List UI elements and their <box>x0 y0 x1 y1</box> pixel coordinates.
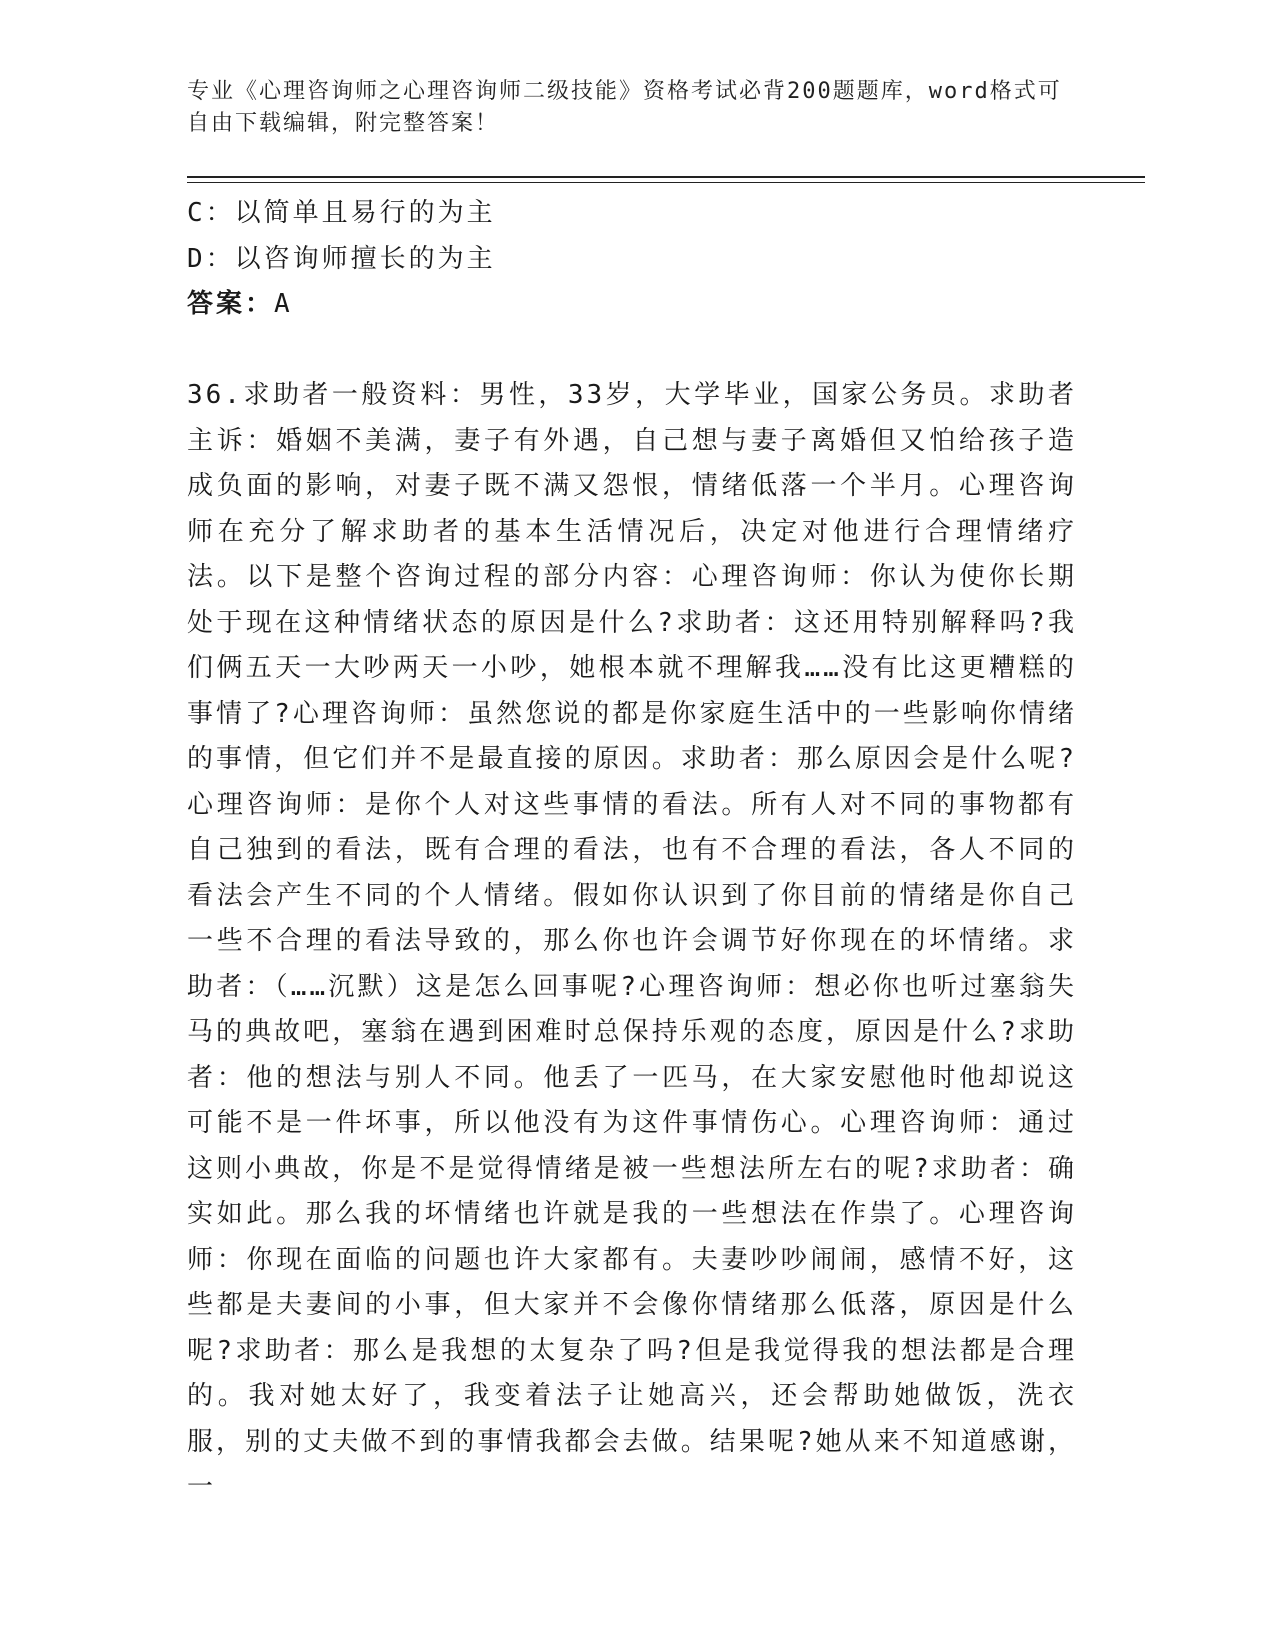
question-36-text: 36.求助者一般资料：男性，33岁，大学毕业，国家公务员。求助者主诉：婚姻不美满，妻子有外遇，自己想与妻子离婚但又怕给孩子造成负面的影响，对妻子既不满又怨恨，情绪低落一个半月。心理咨询师在充分了解求助者的基本生活情况后，决定对他进行合理情绪疗法。以下是整个咨询过程的部分内容：心理咨询师：你认为使你长期处于现在这种情绪状态的原因是什么?求助者：这还用特别解释吗?我们俩五天一大吵两天一小吵，她根本就不理解我……没有比这更糟糕的事情了?心理咨询师：虽然您说的都是你家庭生活中的一些影响你情绪的事情，但它们并不是最直接的原因。求助者：那么原因会是什么呢?心理咨询师：是你个人对这些事情的看法。所有人对不同的事物都有自己独到的看法，既有合理的看法，也有不合理的看法，各人不同的看法会产生不同的个人情绪。假如你认识到了你目前的情绪是你自己一些不合理的看法导致的，那么你也许会调节好你现在的坏情绪。求助者：（……沉默）这是怎么回事呢?心理咨询师：想必你也听过塞翁失马的典故吧，塞翁在遇到困难时总保持乐观的态度，原因是什么?求助者：他的想法与别人不同。他丢了一匹马，在大家安慰他时他却说这可能不是一件坏事，所以他没有为这件事情伤心。心理咨询师：通过这则小典故，你是不是觉得情绪是被一些想法所左右的呢?求助者：确实如此。那么我的坏情绪也许就是我的一些想法在作祟了。心理咨询师：你现在面临的问题也许大家都有。夫妻吵吵闹闹，感情不好，这些都是夫妻间的小事，但大家并不会像你情绪那么低落，原因是什么呢?求助者：那么是我想的太复杂了吗?但是我觉得我的想法都是合理的。我对她太好了，我变着法子让她高兴，还会帮助她做饭，洗衣服，别的丈夫做不到的事情我都会去做。结果呢?她从来不知道感谢，一 <box>187 380 1077 1502</box>
document-header: 专业《心理咨询师之心理咨询师二级技能》资格考试必背200题题库，word格式可自由下载编辑，附完整答案！ <box>187 79 1062 136</box>
header-rule-thin <box>187 182 1145 183</box>
answer-line <box>187 282 1077 328</box>
document-body <box>187 191 1077 1511</box>
answer-label: 答案： <box>187 289 275 319</box>
header-rule-thick <box>187 176 1145 178</box>
answer-value: A <box>274 289 293 319</box>
option-d: D：以咨询师擅长的为主 <box>187 243 496 274</box>
option-c: C：以简单且易行的为主 <box>187 198 496 228</box>
